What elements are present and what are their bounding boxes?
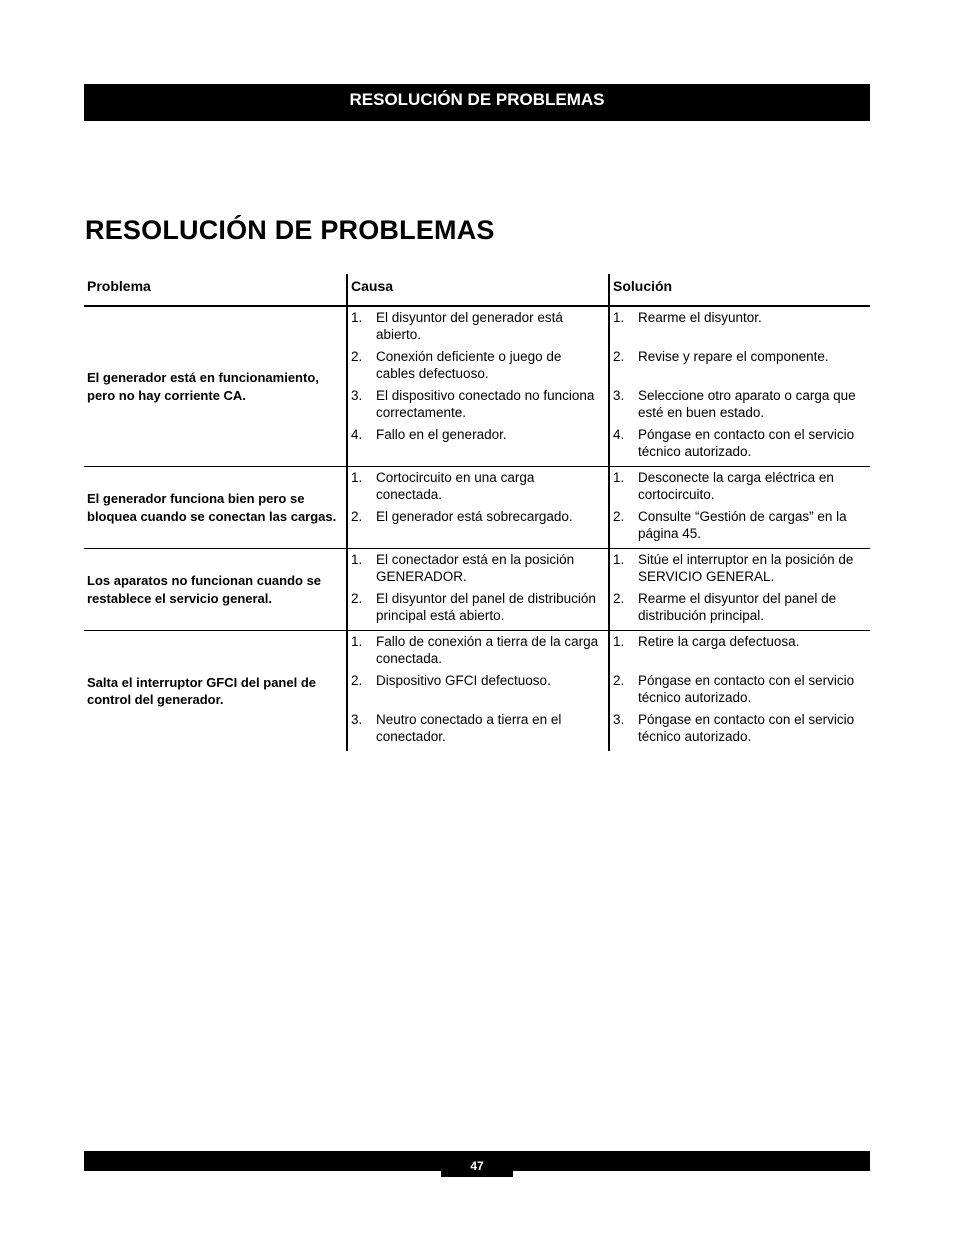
table-header	[84, 274, 870, 307]
solution-item	[610, 310, 870, 343]
solution-cell	[608, 631, 870, 751]
cause-item	[348, 634, 608, 667]
troubleshooting-table	[84, 274, 870, 751]
item-number: 2.	[613, 349, 625, 364]
cause-item	[348, 591, 608, 624]
item-number: 1.	[613, 634, 625, 649]
item-number: 1.	[351, 470, 363, 485]
item-text: El dispositivo conectado no funciona correctamente.	[376, 388, 595, 420]
cause-item	[348, 509, 608, 542]
item-number: 1.	[351, 552, 363, 567]
cause-item	[348, 310, 608, 343]
section-header-bar	[84, 84, 870, 121]
table-row	[84, 549, 870, 631]
solution-item	[610, 509, 870, 542]
item-number: 2.	[613, 509, 625, 524]
item-text: Sitúe el interruptor en la posición de SERVICIO GENERAL.	[638, 552, 854, 584]
item-text: El generador está sobrecargado.	[376, 509, 573, 524]
item-text: El disyuntor del panel de distribución principal está abierto.	[376, 591, 596, 623]
item-text: Consulte “Gestión de cargas” en la página 45.	[638, 509, 847, 541]
item-number: 3.	[613, 388, 625, 403]
cause-cell	[346, 631, 608, 751]
column-header-problem: Problema	[87, 278, 151, 294]
item-text: Cortocircuito en una carga conectada.	[376, 470, 535, 502]
item-number: 2.	[351, 591, 363, 606]
solution-item	[610, 591, 870, 624]
solution-item	[610, 673, 870, 706]
solution-item	[610, 427, 870, 460]
item-text: Póngase en contacto con el servicio técnico autorizado.	[638, 427, 855, 459]
column-header-solution: Solución	[608, 274, 870, 305]
solution-item	[610, 349, 870, 382]
item-text: Desconecte la carga eléctrica en cortocircuito.	[638, 470, 834, 502]
item-number: 2.	[351, 673, 363, 688]
item-text: Póngase en contacto con el servicio técnico autorizado.	[638, 673, 855, 705]
cause-item	[348, 349, 608, 382]
item-text: Dispositivo GFCI defectuoso.	[376, 673, 551, 688]
solution-cell	[608, 307, 870, 466]
table-row	[84, 307, 870, 467]
solution-cell	[608, 467, 870, 548]
item-text: Rearme el disyuntor del panel de distribución principal.	[638, 591, 837, 623]
solution-item	[610, 712, 870, 745]
cause-cell	[346, 549, 608, 630]
problem-cell: Salta el interruptor GFCI del panel de control del generador.	[87, 674, 316, 707]
item-text: Póngase en contacto con el servicio técnico autorizado.	[638, 712, 855, 744]
item-number: 1.	[613, 552, 625, 567]
item-text: El conectador está en la posición GENERADOR.	[376, 552, 575, 584]
solution-item	[610, 634, 870, 667]
item-number: 1.	[613, 310, 625, 325]
problem-cell: El generador funciona bien pero se bloquea cuando se conectan las cargas.	[87, 491, 337, 524]
item-number: 1.	[613, 470, 625, 485]
item-number: 3.	[351, 388, 363, 403]
cause-cell	[346, 467, 608, 548]
cause-item	[348, 470, 608, 503]
table-row	[84, 631, 870, 751]
item-number: 4.	[613, 427, 625, 442]
table-row	[84, 467, 870, 549]
item-text: Seleccione otro aparato o carga que esté en buen estado.	[638, 388, 856, 420]
solution-cell	[608, 549, 870, 630]
section-header-title: RESOLUCIÓN DE PROBLEMAS	[349, 90, 605, 109]
solution-item	[610, 552, 870, 585]
cause-cell	[346, 307, 608, 466]
cause-item	[348, 427, 608, 444]
item-number: 2.	[613, 591, 625, 606]
item-text: Retire la carga defectuosa.	[638, 634, 800, 649]
item-text: Rearme el disyuntor.	[638, 310, 762, 325]
problem-cell: El generador está en funcionamiento, pero no hay corriente CA.	[87, 370, 319, 403]
cause-item	[348, 712, 608, 745]
column-header-cause: Causa	[346, 274, 608, 305]
solution-item	[610, 470, 870, 503]
cause-item	[348, 673, 608, 706]
cause-item	[348, 388, 608, 421]
item-number: 4.	[351, 427, 363, 442]
item-number: 2.	[351, 349, 363, 364]
item-number: 1.	[351, 310, 363, 325]
page-number: 47	[441, 1151, 513, 1177]
item-text: Fallo de conexión a tierra de la carga conectada.	[376, 634, 599, 666]
item-number: 2.	[351, 509, 363, 524]
cause-item	[348, 552, 608, 585]
item-number: 3.	[613, 712, 625, 727]
item-text: Revise y repare el componente.	[638, 349, 829, 364]
item-text: El disyuntor del generador está abierto.	[376, 310, 563, 342]
item-text: Conexión deficiente o juego de cables defectuoso.	[376, 349, 562, 381]
item-number: 3.	[351, 712, 363, 727]
solution-item	[610, 388, 870, 421]
problem-cell: Los aparatos no funcionan cuando se restablece el servicio general.	[87, 573, 322, 606]
page-title: RESOLUCIÓN DE PROBLEMAS	[85, 215, 495, 245]
item-text: Fallo en el generador.	[376, 427, 507, 442]
item-number: 2.	[613, 673, 625, 688]
item-text: Neutro conectado a tierra en el conectador.	[376, 712, 562, 744]
item-number: 1.	[351, 634, 363, 649]
